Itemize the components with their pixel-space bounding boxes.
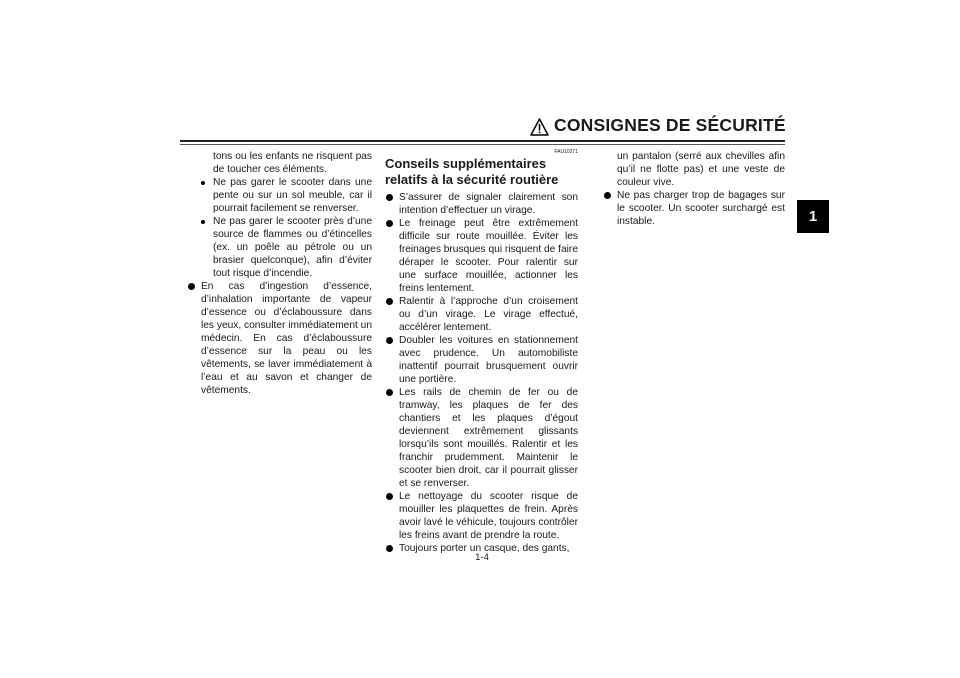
bullet-item <box>385 191 578 217</box>
bullet-icon <box>386 194 393 201</box>
bullet-text: Ralentir à l’approche d’un croisement ou d’un virage. Le virage effectué, accélérer lentement. <box>399 296 578 333</box>
page-number: 1-4 <box>475 552 489 563</box>
reference-code: FAU10371 <box>554 149 578 155</box>
bullet-icon <box>386 337 393 344</box>
column-right <box>603 150 785 228</box>
bullet-item <box>385 334 578 386</box>
bullet-text: Doubler les voitures en stationnement avec prudence. Un automobiliste inattentif pourrait brusquement ouvrir une portière. <box>399 335 578 385</box>
warning-triangle-icon <box>530 118 549 136</box>
continuation-text-content: tons ou les enfants ne risquent pas de toucher ces éléments. <box>213 151 372 175</box>
sub-bullet-text: Ne pas garer le scooter dans une pente ou sur un sol meuble, car il pourrait facilement se renverser. <box>213 177 372 214</box>
sub-bullet-text: Ne pas garer le scooter près d’une source de flammes ou d’étincelles (ex. un poêle au pétrole ou un brasier quelconque), afin d’éviter tout risque d’incendie. <box>213 216 372 279</box>
bullet-icon <box>386 493 393 500</box>
bullet-icon <box>386 220 393 227</box>
bullet-icon <box>386 389 393 396</box>
page-title: CONSIGNES DE SÉCURITÉ <box>554 115 786 135</box>
bullet-text: Le freinage peut être extrêmement difficile sur route mouillée. Éviter les freinages brusques qui risquent de faire déraper le scooter. Pour ralentir sur une surface mouillée, actionner les freins lentement. <box>399 218 578 294</box>
bullet-text: En cas d’ingestion d’essence, d’inhalation importante de vapeur d’essence ou d’éclaboussure dans les yeux, consulter immédiatement un médecin. En cas d’éclaboussure d’essence sur la peau ou les vêtements, se laver immédiatement à l’eau et au savon et changer de vêtements. <box>201 281 373 396</box>
section-heading <box>385 156 578 188</box>
bullet-icon <box>604 192 611 199</box>
column-left <box>187 150 372 397</box>
section-heading-line1: Conseils supplémentaires <box>385 156 547 171</box>
bullet-text: Toujours porter un casque, des gants, <box>399 543 570 554</box>
chapter-tab: 1 <box>797 200 829 233</box>
bullet-icon <box>201 220 205 224</box>
bullet-item <box>187 280 372 397</box>
bullet-item <box>385 386 578 490</box>
header-rule-thin <box>180 144 785 145</box>
bullet-item <box>603 189 785 228</box>
bullet-text: Les rails de chemin de fer ou de tramway, les plaques de fer des chantiers et les plaques d’égout deviennent extrêmement glissants lorsqu’ils sont mouillés. Ralentir et les franchir prudemment. Maintenir le scooter bien droit, car il pourrait glisser et se renverser. <box>399 387 578 489</box>
continuation-text <box>603 150 785 189</box>
sub-bullet-item <box>187 215 372 280</box>
bullet-text: Le nettoyage du scooter risque de mouiller les plaquettes de frein. Après avoir lavé le véhicule, toujours contrôler les freins avant de prendre la route. <box>399 491 578 541</box>
bullet-text: S’assurer de signaler clairement son intention d’effectuer un virage. <box>399 192 578 216</box>
bullet-icon <box>386 298 393 305</box>
header-rule <box>180 140 785 142</box>
column-middle <box>385 150 578 555</box>
bullet-item <box>385 217 578 295</box>
continuation-text <box>187 150 372 176</box>
bullet-icon <box>188 283 195 290</box>
section-heading-line2: relatifs à la sécurité routière <box>385 172 559 187</box>
bullet-text: Ne pas charger trop de bagages sur le scooter. Un scooter surchargé est instable. <box>617 190 785 227</box>
bullet-item <box>385 295 578 334</box>
bullet-icon <box>201 181 205 185</box>
bullet-icon <box>386 545 393 552</box>
sub-bullet-item <box>187 176 372 215</box>
bullet-item <box>385 490 578 542</box>
page-header <box>530 116 786 138</box>
continuation-text-content: un pantalon (serré aux chevilles afin qu’il ne flotte pas) et une veste de couleur vive. <box>617 151 785 188</box>
